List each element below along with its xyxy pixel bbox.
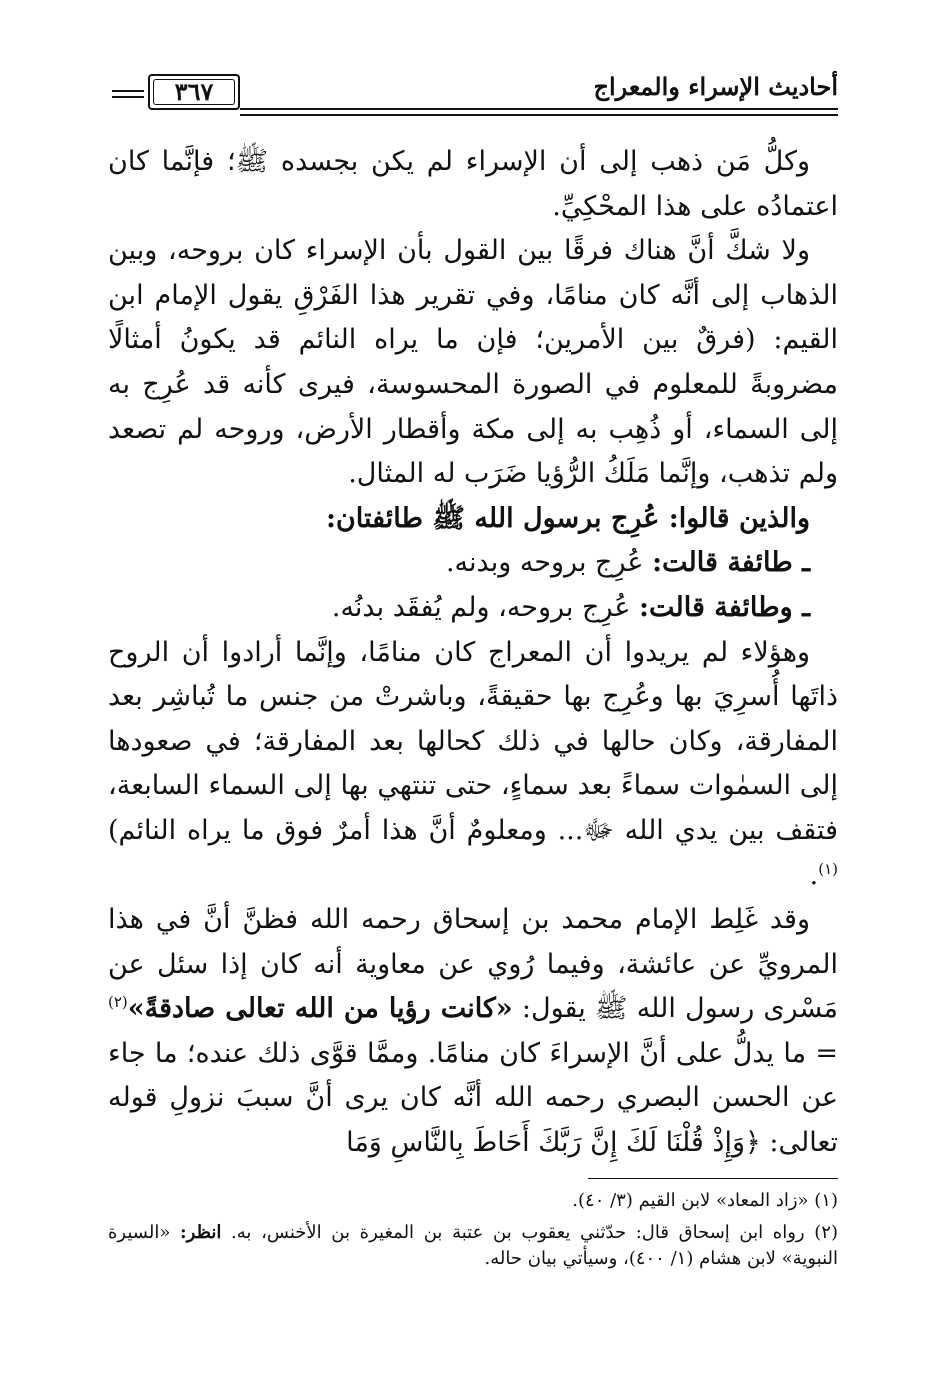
footnote-ref[interactable]: (٢) bbox=[108, 993, 128, 1012]
page-header bbox=[112, 70, 838, 116]
footnote: (٢) رواه ابن إسحاق قال: حدّثني يعقوب بن عتبة بن المغيرة بن الأخنس، به. انظر: «السيرة النبوية» لابن هشام (١/ ٤٠٠)، وسيأتي بيان حاله. bbox=[108, 1222, 838, 1269]
footnote-divider bbox=[588, 1178, 838, 1179]
footnote-ref[interactable]: (١) bbox=[818, 859, 838, 878]
footnotes bbox=[108, 1188, 838, 1278]
paragraph: وكلُّ مَن ذهب إلى أن الإسراء لم يكن بجسده ﷺ؛ فإنَّما كان اعتمادُه على هذا المحْكِيِّ. bbox=[108, 146, 838, 222]
footnote: (١) «زاد المعاد» لابن القيم (٣/ ٤٠). bbox=[572, 1190, 838, 1211]
header-rule-short bbox=[112, 96, 144, 98]
list-item: ـ وطائفة قالت: عُرِج بروحه، ولم يُفقَد بدنُه. bbox=[331, 591, 810, 623]
paragraph: ولا شكَّ أنَّ هناك فرقًا بين القول بأن الإسراء كان بروحه، وبين الذهاب إلى أنَّه كان منامًا، وفي تقرير هذا الفَرْقِ يقول الإمام ابن القيم: (فرقٌ بين الأمرين؛ فإن ما يراه النائم قد يكونُ أمثالًا مضروبةً للمعلوم في الصورة المحسوسة، فيرى كأنه قد عُرِج به إلى السماء، أو ذُهِب به إلى مكة وأقطار الأرض، وروحه لم تصعد ولم تذهب، وإنَّما مَلَكُ الرُّؤيا ضَرَب له المثال. bbox=[108, 235, 838, 490]
paragraph: وهؤلاء لم يريدوا أن المعراج كان منامًا، وإنَّما أرادوا أن الروح ذاتَها أُسرِيَ بها وعُرِج بها حقيقةً، وباشرتْ من جنس ما تُباشِر بعد المفارقة، وكان حالها في ذلك كحالها بعد المفارقة؛ في صعودها إلى السمٰوات سماءً بعد سماءٍ، حتى تنتهي بها إلى السماء السابعة، فتقف بين يدي الله ﷻ... ومعلومٌ أنَّ هذا أمرٌ فوق ما يراه النائم)$^{(١)}$. bbox=[108, 636, 838, 891]
main-text bbox=[108, 140, 838, 1166]
paragraph-heading: والذين قالوا: عُرِج برسول الله ﷺ طائفتان: bbox=[325, 502, 810, 534]
page-number-frame bbox=[148, 74, 240, 110]
running-title: أحاديث الإسراء والمعراج bbox=[593, 72, 838, 101]
list-item: ـ طائفة قالت: عُرِج بروحه وبدنه. bbox=[445, 547, 810, 579]
page-number: ٣٦٧ bbox=[174, 77, 214, 106]
paragraph: وقد غَلِط الإمام محمد بن إسحاق رحمه الله فظنَّ أنَّ في هذا المرويِّ عن عائشة، وفيما رُوي عن معاوية أنه كان إذا سئل عن مَسْرى رسول الله ﷺ يقول: «كانت رؤيا من الله تعالى صادقةً»$^{(٢)}$ = ما يدلُّ على أنَّ الإسراءَ كان منامًا. وممَّا قوَّى ذلك عنده؛ ما جاء عن الحسن البصري رحمه الله أنَّه كان يرى أنَّ سببَ نزولِ قوله تعالى: ﴿وَإِذْ قُلْنَا لَكَ إِنَّ رَبَّكَ أَحَاطَ بِالنَّاسِ وَمَا bbox=[108, 904, 839, 1159]
header-rule-short bbox=[112, 90, 144, 92]
header-rule bbox=[240, 108, 838, 110]
header-rule bbox=[240, 114, 838, 116]
